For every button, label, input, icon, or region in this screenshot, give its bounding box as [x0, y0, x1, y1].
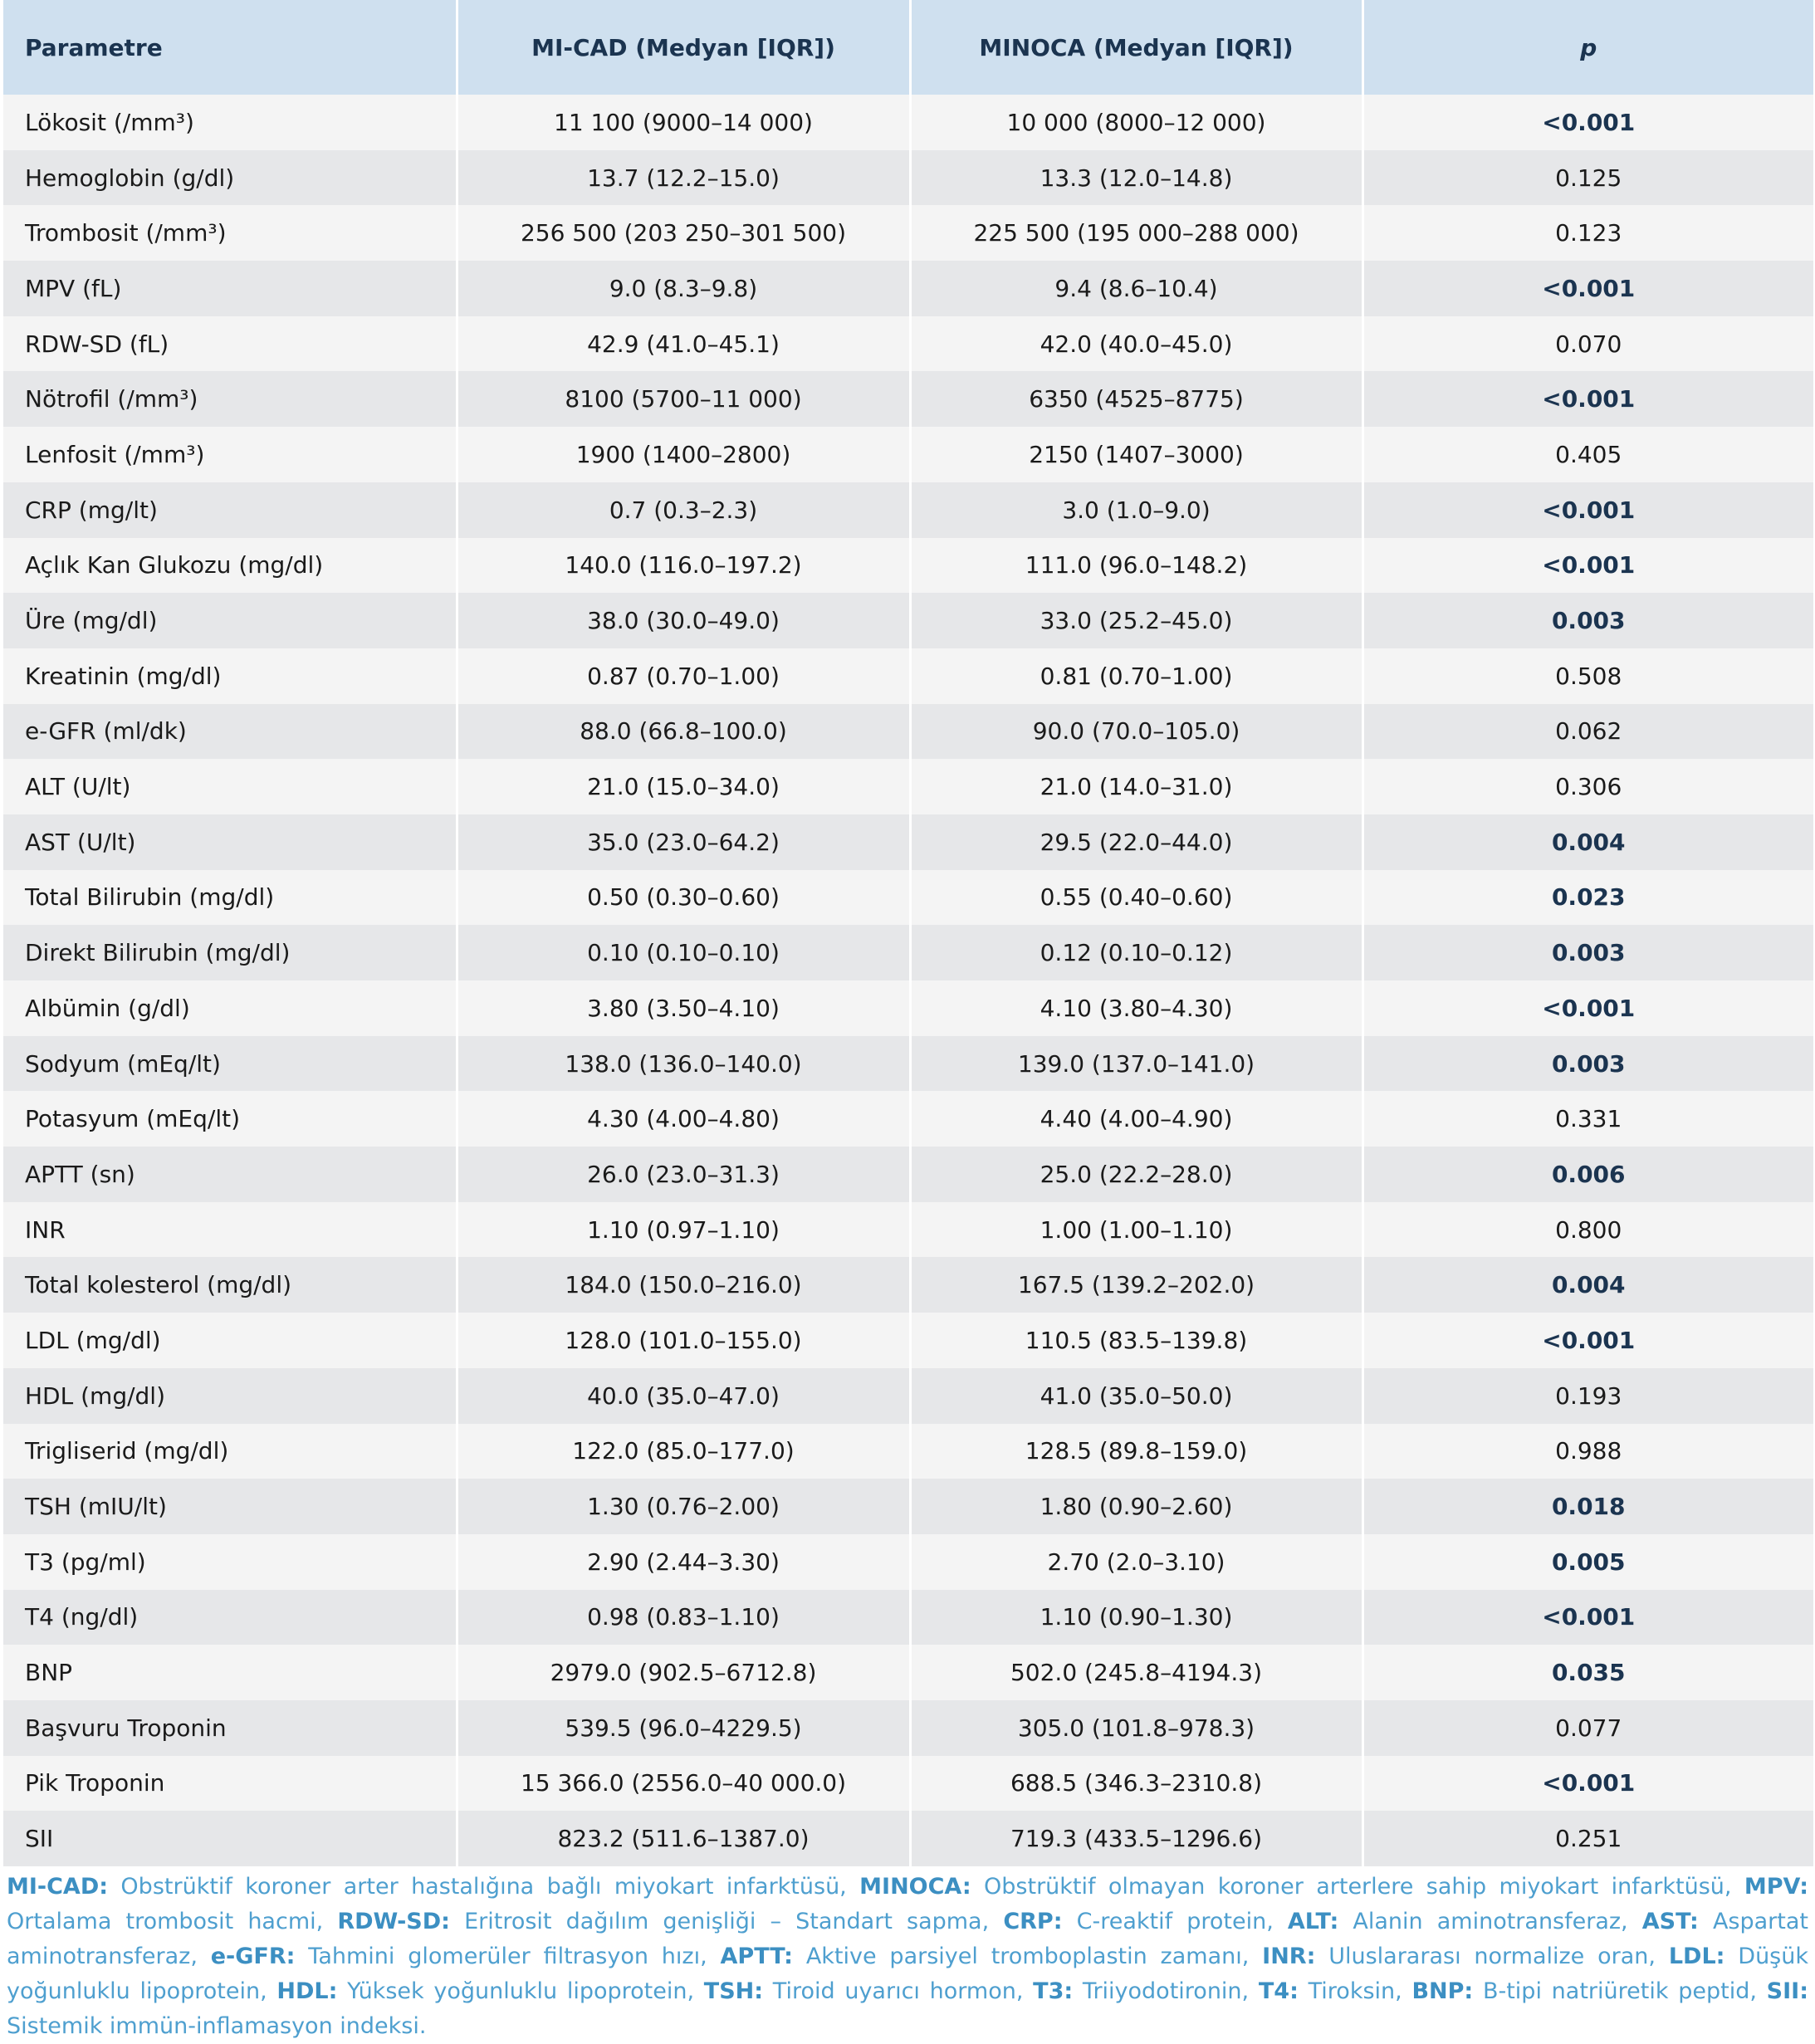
mi-cad-cell: 88.0 (66.8–100.0)	[457, 704, 910, 760]
footnote-definition: Ortalama trombosit hacmi,	[7, 1909, 338, 1934]
minoca-cell: 1.10 (0.90–1.30)	[910, 1590, 1362, 1645]
footnote-definition: Aktive parsiyel tromboplastin zamanı,	[792, 1944, 1263, 1969]
mi-cad-cell: 9.0 (8.3–9.8)	[457, 261, 910, 316]
table-row	[3, 1257, 1813, 1313]
minoca-cell: 0.55 (0.40–0.60)	[910, 870, 1362, 926]
abbreviations-footnote	[7, 1870, 1808, 2044]
table-row	[3, 1091, 1813, 1147]
footnote-definition: Düşük yoğunluklu lipoprotein,	[7, 1944, 1809, 2004]
minoca-cell: 139.0 (137.0–141.0)	[910, 1036, 1362, 1092]
table-row	[3, 150, 1813, 206]
table-row	[3, 925, 1813, 980]
footnote-definition: Tiroksin,	[1298, 1978, 1412, 2004]
table-row	[3, 538, 1813, 594]
footnote-abbr: T4:	[1258, 1978, 1299, 2004]
table-row	[3, 316, 1813, 372]
table-row	[3, 261, 1813, 316]
footnote-definition: C-reaktif protein,	[1062, 1909, 1288, 1934]
p-value-cell: 0.123	[1362, 205, 1813, 261]
mi-cad-cell: 184.0 (150.0–216.0)	[457, 1257, 910, 1313]
param-cell: TSH (mIU/lt)	[3, 1479, 457, 1534]
mi-cad-cell: 128.0 (101.0–155.0)	[457, 1313, 910, 1368]
table-header-row	[3, 0, 1813, 95]
param-cell: Total Bilirubin (mg/dl)	[3, 870, 457, 926]
table-row	[3, 482, 1813, 538]
mi-cad-cell: 42.9 (41.0–45.1)	[457, 316, 910, 372]
param-cell: Lenfosit (/mm³)	[3, 427, 457, 482]
minoca-cell: 6350 (4525–8775)	[910, 371, 1362, 427]
mi-cad-cell: 0.50 (0.30–0.60)	[457, 870, 910, 926]
minoca-cell: 42.0 (40.0–45.0)	[910, 316, 1362, 372]
mi-cad-cell: 1.10 (0.97–1.10)	[457, 1202, 910, 1258]
p-value-cell: 0.003	[1362, 925, 1813, 980]
mi-cad-cell: 256 500 (203 250–301 500)	[457, 205, 910, 261]
param-cell: BNP	[3, 1645, 457, 1700]
p-value-cell: 0.331	[1362, 1091, 1813, 1147]
param-cell: Albümin (g/dl)	[3, 980, 457, 1036]
table-row	[3, 648, 1813, 704]
footnote-abbr: LDL:	[1668, 1944, 1725, 1969]
param-cell: Nötrofil (/mm³)	[3, 371, 457, 427]
mi-cad-cell: 35.0 (23.0–64.2)	[457, 814, 910, 870]
param-cell: INR	[3, 1202, 457, 1258]
minoca-cell: 3.0 (1.0–9.0)	[910, 482, 1362, 538]
footnote-definition: Obstrüktif koroner arter hastalığına bağlı miyokart infarktüsü,	[108, 1874, 860, 1900]
minoca-cell: 2150 (1407–3000)	[910, 427, 1362, 482]
param-cell: CRP (mg/lt)	[3, 482, 457, 538]
footnote-abbr: HDL:	[276, 1978, 338, 2004]
footnote-abbr: CRP:	[1003, 1909, 1063, 1934]
table-row	[3, 1645, 1813, 1700]
param-cell: HDL (mg/dl)	[3, 1368, 457, 1424]
footnote-abbr: T3:	[1033, 1978, 1074, 2004]
p-value-cell: 0.125	[1362, 150, 1813, 206]
footnote-definition: Triiyodotironin,	[1073, 1978, 1259, 2004]
minoca-cell: 688.5 (346.3–2310.8)	[910, 1756, 1362, 1812]
footnote-abbr: TSH:	[703, 1978, 764, 2004]
p-value-cell: <0.001	[1362, 538, 1813, 594]
mi-cad-cell: 823.2 (511.6–1387.0)	[457, 1811, 910, 1866]
p-value-cell: <0.001	[1362, 371, 1813, 427]
header-minoca: MINOCA (Medyan [IQR])	[910, 0, 1362, 95]
p-value-cell: 0.003	[1362, 593, 1813, 648]
param-cell: T4 (ng/dl)	[3, 1590, 457, 1645]
minoca-cell: 502.0 (245.8–4194.3)	[910, 1645, 1362, 1700]
footnote-abbr: MINOCA:	[859, 1874, 971, 1900]
footnote-definition: Aspartat aminotransferaz,	[7, 1909, 1808, 1969]
table-row	[3, 1424, 1813, 1479]
footnote-abbr: APTT:	[720, 1944, 793, 1969]
minoca-cell: 4.40 (4.00–4.90)	[910, 1091, 1362, 1147]
mi-cad-cell: 38.0 (30.0–49.0)	[457, 593, 910, 648]
mi-cad-cell: 1900 (1400–2800)	[457, 427, 910, 482]
header-mi-cad: MI-CAD (Medyan [IQR])	[457, 0, 910, 95]
table-row	[3, 95, 1813, 150]
p-value-cell: 0.035	[1362, 1645, 1813, 1700]
footnote-definition: Sistemik immün-inflamasyon indeksi.	[7, 2013, 427, 2039]
table-row	[3, 759, 1813, 814]
p-value-cell: 0.251	[1362, 1811, 1813, 1866]
param-cell: Trigliserid (mg/dl)	[3, 1424, 457, 1479]
mi-cad-cell: 0.7 (0.3–2.3)	[457, 482, 910, 538]
footnote-definition: Tahmini glomerüler filtrasyon hızı,	[295, 1944, 721, 1969]
table-row	[3, 1147, 1813, 1202]
p-value-cell: <0.001	[1362, 261, 1813, 316]
param-cell: Sodyum (mEq/lt)	[3, 1036, 457, 1092]
p-value-cell: 0.004	[1362, 814, 1813, 870]
param-cell: Üre (mg/dl)	[3, 593, 457, 648]
p-value-cell: 0.018	[1362, 1479, 1813, 1534]
footnote-abbr: ALT:	[1287, 1909, 1339, 1934]
table-row	[3, 427, 1813, 482]
mi-cad-cell: 4.30 (4.00–4.80)	[457, 1091, 910, 1147]
param-cell: Potasyum (mEq/lt)	[3, 1091, 457, 1147]
footnote-definition: B-tipi natriüretik peptid,	[1473, 1978, 1767, 2004]
mi-cad-cell: 0.10 (0.10–0.10)	[457, 925, 910, 980]
param-cell: Direkt Bilirubin (mg/dl)	[3, 925, 457, 980]
param-cell: RDW-SD (fL)	[3, 316, 457, 372]
mi-cad-cell: 3.80 (3.50–4.10)	[457, 980, 910, 1036]
minoca-cell: 111.0 (96.0–148.2)	[910, 538, 1362, 594]
minoca-cell: 2.70 (2.0–3.10)	[910, 1534, 1362, 1590]
param-cell: Lökosit (/mm³)	[3, 95, 457, 150]
param-cell: MPV (fL)	[3, 261, 457, 316]
table-row	[3, 980, 1813, 1036]
mi-cad-cell: 2.90 (2.44–3.30)	[457, 1534, 910, 1590]
p-value-cell: 0.004	[1362, 1257, 1813, 1313]
mi-cad-cell: 138.0 (136.0–140.0)	[457, 1036, 910, 1092]
p-value-cell: <0.001	[1362, 1313, 1813, 1368]
param-cell: T3 (pg/ml)	[3, 1534, 457, 1590]
minoca-cell: 0.81 (0.70–1.00)	[910, 648, 1362, 704]
table-row	[3, 1202, 1813, 1258]
param-cell: Başvuru Troponin	[3, 1700, 457, 1756]
param-cell: AST (U/lt)	[3, 814, 457, 870]
mi-cad-cell: 122.0 (85.0–177.0)	[457, 1424, 910, 1479]
p-value-cell: 0.508	[1362, 648, 1813, 704]
table-row	[3, 1534, 1813, 1590]
table-row	[3, 1700, 1813, 1756]
p-value-cell: <0.001	[1362, 95, 1813, 150]
minoca-cell: 110.5 (83.5–139.8)	[910, 1313, 1362, 1368]
p-value-cell: 0.062	[1362, 704, 1813, 760]
mi-cad-cell: 26.0 (23.0–31.3)	[457, 1147, 910, 1202]
footnote-abbr: MI-CAD:	[7, 1874, 109, 1900]
footnote-abbr: e-GFR:	[210, 1944, 296, 1969]
p-value-cell: 0.077	[1362, 1700, 1813, 1756]
table-row	[3, 205, 1813, 261]
footnote-definition: Uluslararası normalize oran,	[1315, 1944, 1669, 1969]
p-value-cell: 0.306	[1362, 759, 1813, 814]
footnote-abbr: AST:	[1641, 1909, 1699, 1934]
minoca-cell: 305.0 (101.8–978.3)	[910, 1700, 1362, 1756]
table-row	[3, 1036, 1813, 1092]
minoca-cell: 0.12 (0.10–0.12)	[910, 925, 1362, 980]
minoca-cell: 225 500 (195 000–288 000)	[910, 205, 1362, 261]
header-parametre: Parametre	[3, 0, 457, 95]
param-cell: ALT (U/lt)	[3, 759, 457, 814]
p-value-cell: <0.001	[1362, 1756, 1813, 1812]
p-value-cell: 0.800	[1362, 1202, 1813, 1258]
param-cell: Kreatinin (mg/dl)	[3, 648, 457, 704]
footnote-abbr: MPV:	[1744, 1874, 1808, 1900]
minoca-cell: 167.5 (139.2–202.0)	[910, 1257, 1362, 1313]
footnote-abbr: SII:	[1766, 1978, 1808, 2004]
p-value-cell: 0.005	[1362, 1534, 1813, 1590]
param-cell: Trombosit (/mm³)	[3, 205, 457, 261]
mi-cad-cell: 15 366.0 (2556.0–40 000.0)	[457, 1756, 910, 1812]
table-row	[3, 1756, 1813, 1812]
minoca-cell: 33.0 (25.2–45.0)	[910, 593, 1362, 648]
param-cell: Hemoglobin (g/dl)	[3, 150, 457, 206]
minoca-cell: 9.4 (8.6–10.4)	[910, 261, 1362, 316]
table-row	[3, 1313, 1813, 1368]
p-value-cell: <0.001	[1362, 482, 1813, 538]
p-value-cell: 0.070	[1362, 316, 1813, 372]
p-value-cell: 0.193	[1362, 1368, 1813, 1424]
footnote-abbr: INR:	[1262, 1944, 1316, 1969]
mi-cad-cell: 539.5 (96.0–4229.5)	[457, 1700, 910, 1756]
minoca-cell: 21.0 (14.0–31.0)	[910, 759, 1362, 814]
mi-cad-cell: 11 100 (9000–14 000)	[457, 95, 910, 150]
table-row	[3, 1590, 1813, 1645]
table-row	[3, 814, 1813, 870]
minoca-cell: 719.3 (433.5–1296.6)	[910, 1811, 1362, 1866]
param-cell: Total kolesterol (mg/dl)	[3, 1257, 457, 1313]
table-row	[3, 593, 1813, 648]
minoca-cell: 41.0 (35.0–50.0)	[910, 1368, 1362, 1424]
minoca-cell: 1.80 (0.90–2.60)	[910, 1479, 1362, 1534]
mi-cad-cell: 0.87 (0.70–1.00)	[457, 648, 910, 704]
table-row	[3, 1479, 1813, 1534]
mi-cad-cell: 2979.0 (902.5–6712.8)	[457, 1645, 910, 1700]
p-value-cell: 0.003	[1362, 1036, 1813, 1092]
p-value-cell: <0.001	[1362, 980, 1813, 1036]
footnote-definition: Yüksek yoğunluklu lipoprotein,	[337, 1978, 704, 2004]
table-row	[3, 1811, 1813, 1866]
table-row	[3, 371, 1813, 427]
minoca-cell: 10 000 (8000–12 000)	[910, 95, 1362, 150]
table-row	[3, 1368, 1813, 1424]
footnote-abbr: RDW-SD:	[337, 1909, 450, 1934]
minoca-cell: 128.5 (89.8–159.0)	[910, 1424, 1362, 1479]
mi-cad-cell: 8100 (5700–11 000)	[457, 371, 910, 427]
p-value-cell: 0.023	[1362, 870, 1813, 926]
mi-cad-cell: 40.0 (35.0–47.0)	[457, 1368, 910, 1424]
footnote-definition: Alanin aminotransferaz,	[1338, 1909, 1642, 1934]
footnote-definition: Tiroid uyarıcı hormon,	[763, 1978, 1034, 2004]
minoca-cell: 4.10 (3.80–4.30)	[910, 980, 1362, 1036]
header-p-value: p	[1362, 0, 1813, 95]
table-row	[3, 704, 1813, 760]
mi-cad-cell: 1.30 (0.76–2.00)	[457, 1479, 910, 1534]
param-cell: e-GFR (ml/dk)	[3, 704, 457, 760]
p-value-cell: 0.988	[1362, 1424, 1813, 1479]
footnote-definition: Eritrosit dağılım genişliği – Standart sapma,	[449, 1909, 1004, 1934]
mi-cad-cell: 21.0 (15.0–34.0)	[457, 759, 910, 814]
mi-cad-cell: 13.7 (12.2–15.0)	[457, 150, 910, 206]
p-value-cell: 0.405	[1362, 427, 1813, 482]
lab-parameters-table	[3, 0, 1813, 1866]
footnote-abbr: BNP:	[1411, 1978, 1474, 2004]
table-row	[3, 870, 1813, 926]
mi-cad-cell: 140.0 (116.0–197.2)	[457, 538, 910, 594]
footnote-definition: Obstrüktif olmayan koroner arterlere sahip miyokart infarktüsü,	[971, 1874, 1744, 1900]
param-cell: SII	[3, 1811, 457, 1866]
mi-cad-cell: 0.98 (0.83–1.10)	[457, 1590, 910, 1645]
minoca-cell: 90.0 (70.0–105.0)	[910, 704, 1362, 760]
param-cell: LDL (mg/dl)	[3, 1313, 457, 1368]
minoca-cell: 25.0 (22.2–28.0)	[910, 1147, 1362, 1202]
minoca-cell: 1.00 (1.00–1.10)	[910, 1202, 1362, 1258]
param-cell: APTT (sn)	[3, 1147, 457, 1202]
minoca-cell: 13.3 (12.0–14.8)	[910, 150, 1362, 206]
table-body	[3, 95, 1813, 1866]
p-value-cell: 0.006	[1362, 1147, 1813, 1202]
p-value-cell: <0.001	[1362, 1590, 1813, 1645]
minoca-cell: 29.5 (22.0–44.0)	[910, 814, 1362, 870]
param-cell: Pik Troponin	[3, 1756, 457, 1812]
param-cell: Açlık Kan Glukozu (mg/dl)	[3, 538, 457, 594]
